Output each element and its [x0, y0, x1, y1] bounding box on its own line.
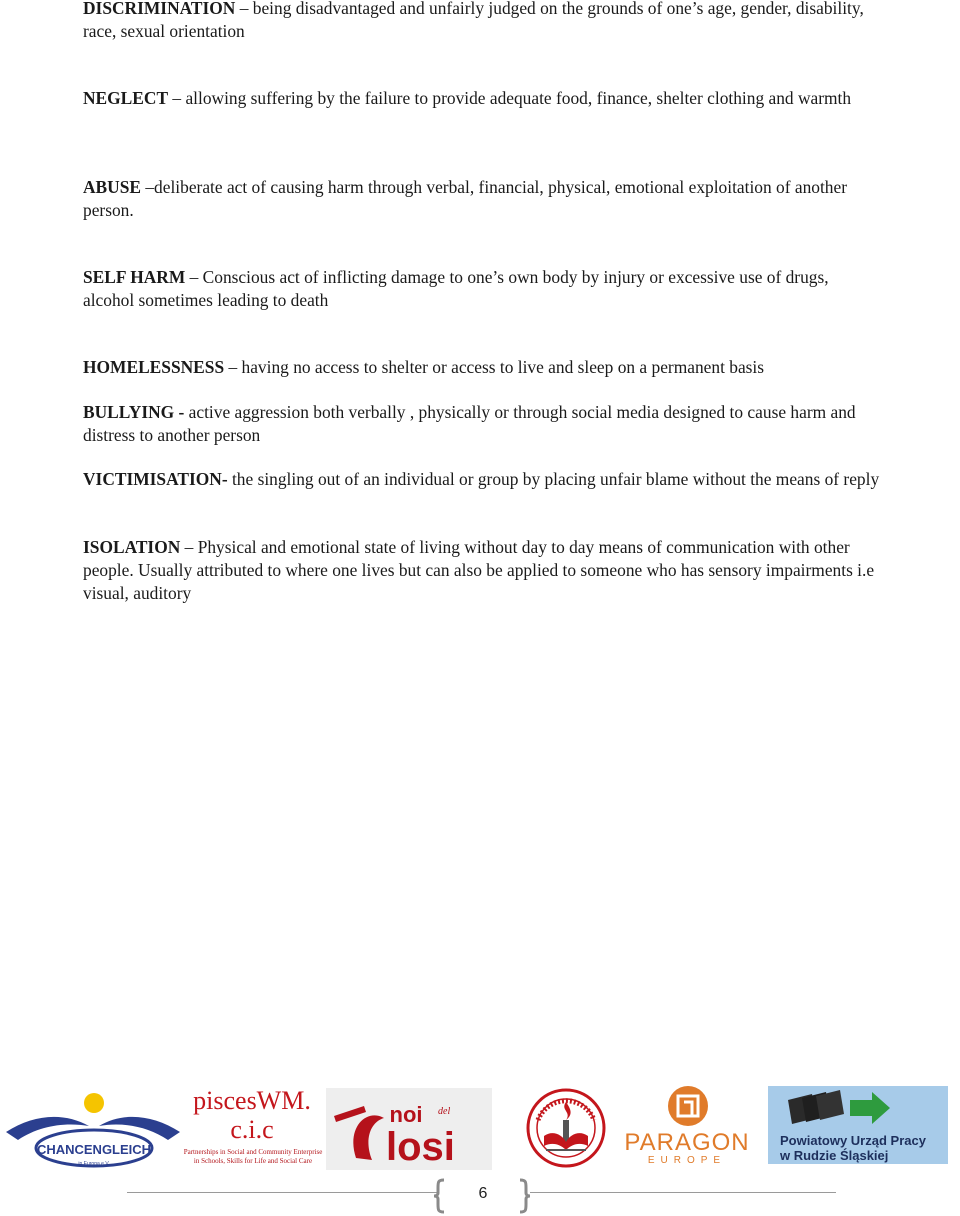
- definition-neglect: [83, 87, 883, 110]
- term: NEGLECT: [83, 88, 169, 108]
- pisces-line2: c.i.c: [230, 1115, 274, 1144]
- definition-abuse: [83, 176, 883, 222]
- noi-del: del: [438, 1106, 451, 1117]
- pisces-tagline: [182, 1148, 324, 1166]
- definition-bullying: [83, 401, 883, 447]
- definition-text: –deliberate act of causing harm through verbal, financial, physical, emotional exploitation of another person.: [83, 177, 848, 220]
- term: DISCRIMINATION: [83, 0, 236, 18]
- pup-line1: Powiatowy Urząd Pracy: [780, 1133, 926, 1148]
- definition-text: active aggression both verbally , physically or through social media designed to cause harm and distress to another person: [83, 402, 856, 445]
- pisces-tagline-2: in Schools, Skills for Life and Social Care: [193, 1157, 313, 1165]
- definition-discrimination: [83, 0, 883, 43]
- term: ABUSE: [83, 177, 141, 197]
- paragon-name: PARAGON: [624, 1129, 750, 1156]
- paragon-logo: [622, 1084, 752, 1170]
- noi-top: noi: [389, 1102, 423, 1127]
- pup-logo: [768, 1086, 948, 1164]
- definition-text: – Physical and emotional state of living without day to day means of communication with other people. Usually attributed to where one lives but can also be applied to someone who has sensory impairments i.e visual, auditory: [83, 537, 875, 603]
- noi-del-losi-logo: [326, 1088, 492, 1170]
- term: HOMELESSNESS: [83, 357, 225, 377]
- partner-logos: [0, 1080, 960, 1172]
- term: SELF HARM: [83, 267, 186, 287]
- chancengleich-sub: in Europa e.V.: [78, 1161, 110, 1167]
- definition-self-harm: [83, 266, 883, 312]
- definition-text: – allowing suffering by the failure to provide adequate food, finance, shelter clothing and warmth: [168, 88, 852, 108]
- definition-text: – being disadvantaged and unfairly judged on the grounds of one’s age, gender, disability, race, sexual orientation: [83, 0, 864, 41]
- noi-main: losi: [386, 1125, 455, 1169]
- definition-homelessness: [83, 356, 883, 379]
- definition-victimisation: [83, 468, 883, 491]
- pisces-logo: [182, 1086, 324, 1170]
- term: BULLYING -: [83, 402, 185, 422]
- footer-rule-left: [127, 1192, 437, 1193]
- definition-text: the singling out of an individual or group by placing unfair blame without the means of reply: [227, 469, 880, 489]
- footer-rule-right: [530, 1192, 836, 1193]
- definition-text: – Conscious act of inflicting damage to one’s own body by injury or excessive use of drugs, alcohol sometimes leading to death: [83, 267, 829, 310]
- definition-isolation: [83, 536, 883, 605]
- pisces-line1: piscesWM.: [193, 1086, 311, 1115]
- ministry-seal-logo: [512, 1084, 620, 1170]
- chancengleich-logo: [4, 1092, 182, 1168]
- term: VICTIMISATION-: [83, 469, 228, 489]
- term: ISOLATION: [83, 537, 181, 557]
- chancengleich-name: CHANCENGLEICH: [36, 1142, 152, 1157]
- paragon-sub: EUROPE: [647, 1155, 727, 1166]
- pup-line2: w Rudzie Śląskiej: [780, 1148, 889, 1163]
- definition-text: – having no access to shelter or access to live and sleep on a permanent basis: [224, 357, 765, 377]
- page-number: 6: [478, 1185, 488, 1202]
- pisces-tagline-1: Partnerships in Social and Community Enterprise: [183, 1148, 323, 1156]
